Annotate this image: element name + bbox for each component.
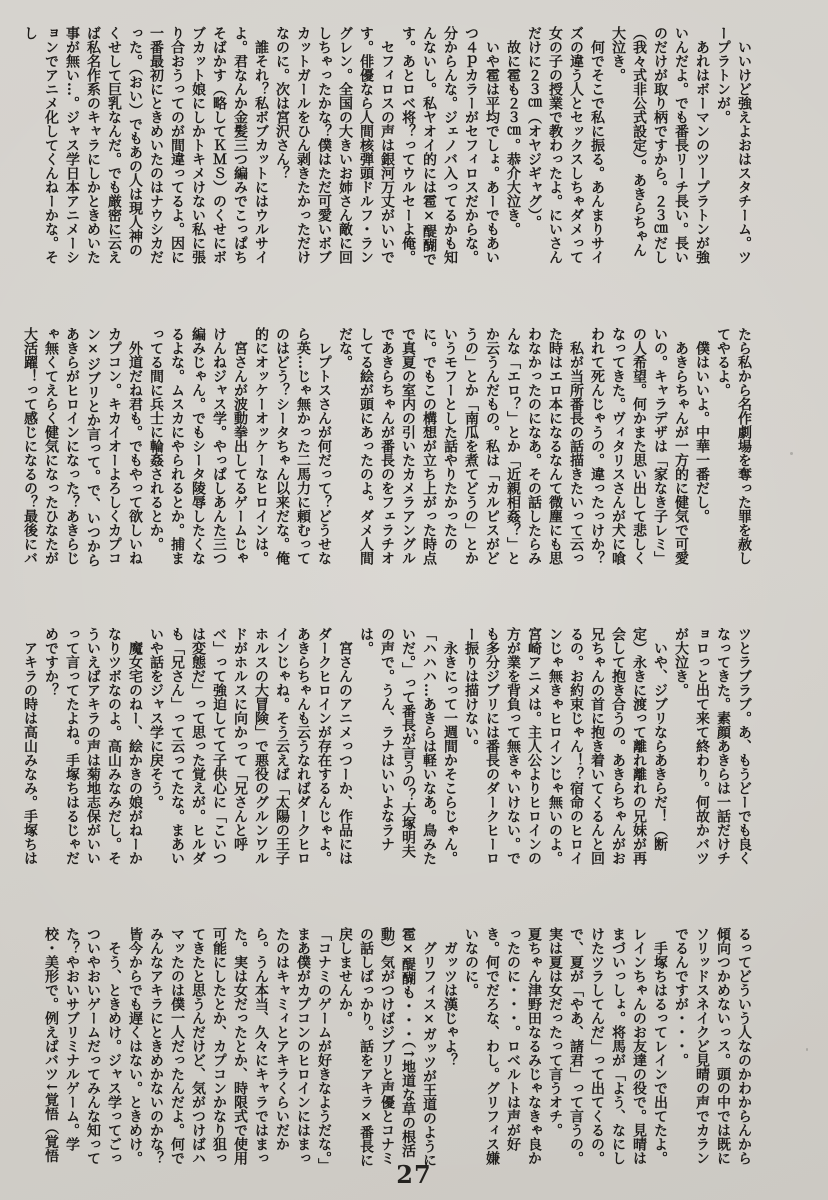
paragraph: いや雹は平均でしょ。あーでもあいつ４ｐカラーがセフィロスだからな。分からんな。ジェノバ入ってるかも知んないし。私ヤオイ的には雹×醍醐です。あとロベ将？ってウルセーよ俺。 <box>400 26 500 266</box>
paragraph: ガッツは漢じゃよ？ <box>442 927 458 1067</box>
paragraph: 誰それ？私ボブカットにはウルサイよ。君なんか金髪三つ編みでこっぱちそばかす（略してＫＭＳ）のくせにボブカット娘にしかトキメけない私に張り合おうってのが間違ってるよ。因に一番最初にときめいたのはナウシカだった。（おい）でもあの人は現人神のくせして巨乳なんだ。でも厳密に云えば私名作系のキャラにしかときめいた事が無い…。ジャス学日本アニメーションでアニメ化してくんねーかな。そし <box>22 26 269 264</box>
page-number: 27 <box>396 1160 432 1189</box>
paragraph: いいけど強えよおはスタチーム。ツープラトンが。 <box>715 26 752 264</box>
paragraph: アキラの時は高山みなみ。手塚ちは <box>22 627 38 865</box>
paragraph: 何でそこで私に振る。あんまりサイズの違う人とセックスしちゃダメって女の子の授業で教わったよ。にいさんだけに２３㎝（オヤジギャグ）。 <box>526 26 605 264</box>
paragraph: グリフィス×ガッツが王道のように雹×醍醐も・・・（↑地道な草の根活動）気がつけばジブリと声優とコナミの話しばっかり。話をアキラ×番長に戻しませんか。 <box>337 927 437 1167</box>
paragraph: 外道だね君も。でもやって欲しいねカプコン。キカイオーよろしくカプコン×ジブリとか言って。で、いつからあきらがヒロインになった？あきらじゃ無くてえらく健気になったひなたが大活躍！って感じになるの？最後にバ <box>22 327 143 567</box>
paragraph: 「コナミのゲームが好きなようだな。」まあ僕がカプコンのヒロインにはまったのはキャミィとアキラくらいだから。うん本当、久々にキャラではまった。実は女だったとか、時限式で使用可能にしたとか、カプコンかなり狙ってきたと思うんだけど、気がつけばハマッたのは僕一人だったんだよ。何でみんなアキラにときめかないのかな？皆今からでも遅くはない。ときめけ。 <box>127 927 332 1165</box>
paragraph: 永きにって一週間かそこらじゃん。「ハハハ…あきらは軽いなあ。鳥みたいだ。」って番長が言うの？大塚明夫の声で。うん、ラナはいいよなラナは。 <box>358 627 458 865</box>
paragraph: 手塚ちはるってレインで出てたよ。レインちゃんのお友達の役で。見晴はまづいっしょ。将馬が「よう、なにしけたツラしてんだ」って出てくるの。で、夏が「やあ、諸君」って言うの。実は夏は女だったって言うオチ。 <box>547 927 668 1165</box>
paragraph: いや、ジブリならあきらだ！（断定）永きに渡って離れ離れの兄妹が再会して抱き合うの。あきらちゃんがお兄ちゃんの首に抱き着いてくるんと回るの。お約束じゃん！？宿命のヒロインじゃ無きゃヒロインじゃ無いのよ。宮崎アニメは。主人公よりヒロインの方が業を背負って無きゃいけない。でも多分ジブリには番長のダークヒーロー振りは描けない。 <box>463 627 668 865</box>
text-band-2 <box>19 327 754 568</box>
text-band-1 <box>19 26 754 267</box>
paragraph: 宮さんのアニメっつーか、作品にはダークヒロインが存在するんじゃよ。あきらちゃんも云うなればダークヒロインじゃね。そう云えば「太陽の王子ホルスの大冒険」で悪役のグルンワルドがホルスに向かって「兄さんと呼べ」って強迫してて子供心に「こいつは変態だ」って思った覚えが。ヒルダも「兄さん」って云ってたな。まあいいや話をジャス学に戻そう。 <box>148 627 353 865</box>
paragraph: セフィロスの声は銀河万丈がいいです。俳優なら人間核弾頭ドルフ・ラングレン。全国の大きいお姉さん敵に回しちゃったかな？僕はただ可愛いボブカットガールをひん剥きたかっただけなのに。次は宮沢さん？ <box>274 26 395 264</box>
paragraph: あれはボーマンのツープラトンが強いんだよ。でも番長リーチ長い。長いのだけが取り柄ですから。２３㎝だし（我々式非公式設定）。あきらちゃん大泣き。 <box>610 26 710 264</box>
paragraph: 故に雹も２３㎝。恭介大泣き。 <box>505 26 521 236</box>
scan-speckle <box>806 1048 808 1051</box>
scan-speckle <box>790 452 793 455</box>
paragraph: あきらちゃんが一方的に健気で可愛いの。キャラデザは「家なき子レミ」の人希望。何かまた思い出して悲しくなってきた。ヴィタリスさんが犬に喰われて死んじゃうの。違ったっけか？ <box>589 327 689 565</box>
paragraph: 宮さんが波動拳出してるゲームじゃけんねジャス学。やっぱしあんた三つ編みじゃん。でもシータ陵辱したくなるよな。ムスカにやられるとか。捕まってる間に兵士に輪姦されるとか。 <box>148 327 248 565</box>
paragraph: レプトスさんが何だって？どうせなら英…じゃ無かった二馬力に頼むってのはどう？シータちゃん以来だな。俺的にオッケーオッケーなヒロインは。 <box>253 327 332 565</box>
paragraph: 僕はいいよ。中華一番だし。 <box>694 327 710 523</box>
text-band-4 <box>40 927 754 1168</box>
paragraph: そう、ときめけ。ジャス学ってごっついやおいゲームだってみんな知ってた？やおいサブリミナルゲーム。学校・美形で。例えばバツ↓覚悟（覚悟 <box>43 927 122 1165</box>
paragraph: たら私から名作劇場を奪った罪を赦してやるよ。 <box>715 327 752 565</box>
paragraph: 私が当所番長の話描きたいって云った時はエロ本になるなんて微塵にも思わなかったのになあ。その話したらみんな「エロ？」とか「近親相姦？」とか云うんだもの。私は「カルピスがどうの」とか「南瓜を煮てどうの」とかいうモフーとした話やりたかったのに。でもこの構想が立ち上がった時点で真夏の室内の引いたカメラアングルであきらちゃんが番長のをフェラチオしてる絵が頭にあったのよ。ダメ人間だな。 <box>337 327 584 565</box>
paragraph: るってどういう人なのかわからんから傾向つかめないっス。頭の中では既にソリッドスネイクど見晴の声でカランでるんですが・・・。 <box>673 927 752 1165</box>
paragraph: 夏ちゃん津野田なるみじゃなきゃ良かったのに・・・。ロベルトは声が好き。何でだろな、わし。グリフィス嫌いなのに。 <box>463 927 542 1165</box>
paragraph: ツとラブラブ。あ、もうどーでも良くなってきた。素顔あきらは一話だけチョロっと出て来て終わり。何故かバツが大泣き。 <box>673 627 752 865</box>
paragraph: 魔女宅のねー、絵かきの娘がねーかなりツボなのよ。高山みなみだし。そういえばアキラの声は菊地志保がいいって言ってたよね。手塚ちはるじゃだめですか？ <box>43 627 143 865</box>
text-band-3 <box>19 627 754 868</box>
